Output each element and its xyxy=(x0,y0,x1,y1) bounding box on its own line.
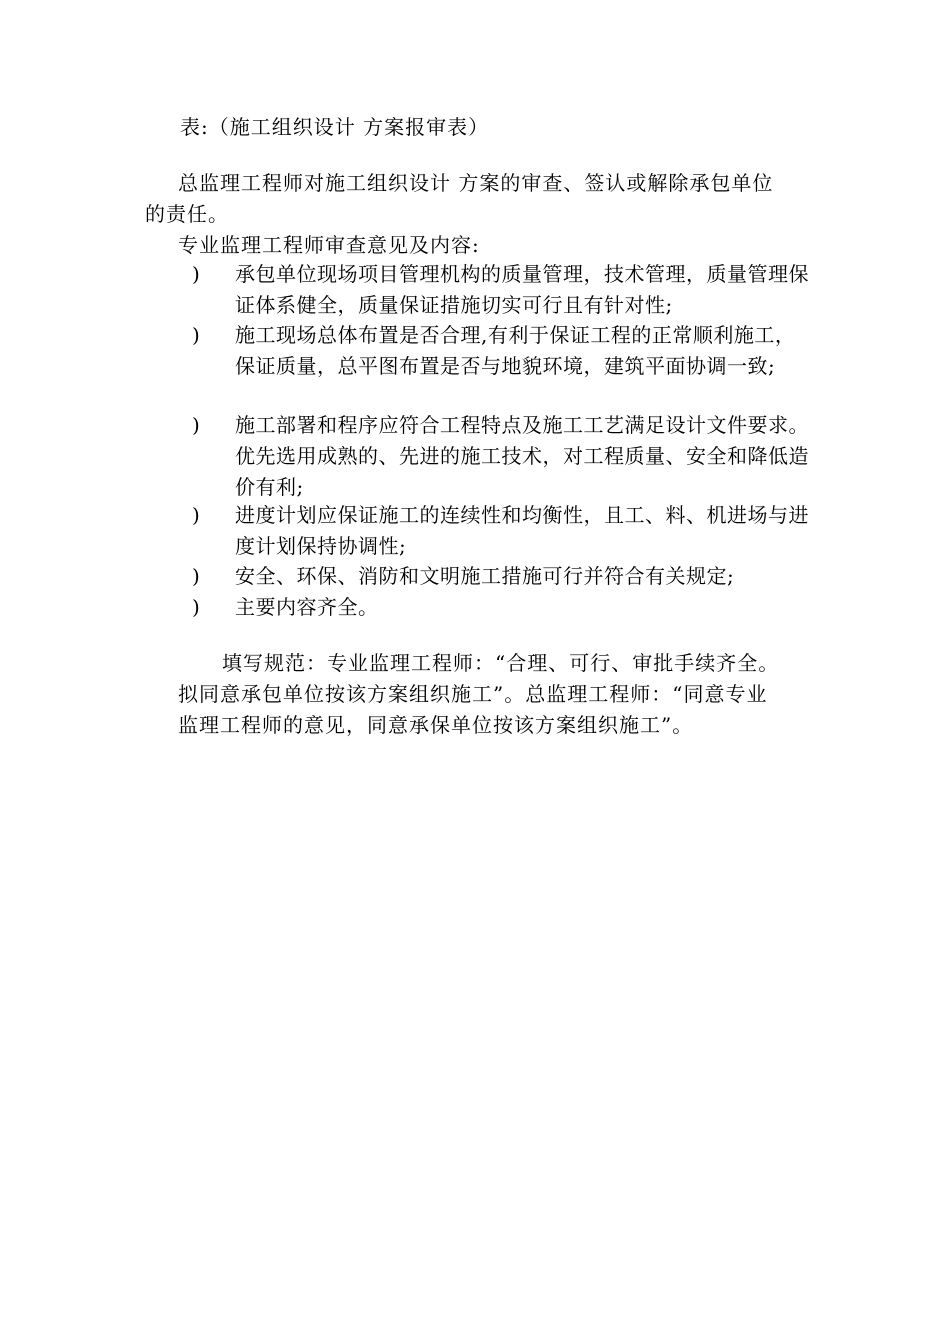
list-item-marker: ) xyxy=(192,413,200,437)
responsibility-line-1: 总监理工程师对施工组织设计 方案的审查、签认或解除承包单位 xyxy=(178,171,774,195)
list-item: 安全、环保、消防和文明施工措施可行并符合有关规定; xyxy=(235,564,735,588)
form-title: 表:（施工组织设计 方案报审表） xyxy=(180,115,490,139)
review-heading: 专业监理工程师审查意见及内容: xyxy=(178,233,480,257)
guideline-line-3: 监理工程师的意见，同意承保单位按该方案组织施工”。 xyxy=(178,713,694,737)
list-item: 承包单位现场项目管理机构的质量管理，技术管理，质量管理保证体系健全，质量保证措施切实可行且有针对性; xyxy=(235,262,809,317)
guideline-line-1: 填写规范：专业监理工程师：“合理、可行、审批手续齐全。 xyxy=(222,651,780,675)
list-item-marker: ) xyxy=(192,564,200,588)
list-item: 施工部署和程序应符合工程特点及施工工艺满足设计文件要求。优先选用成熟的、先进的施工技术，对工程质量、安全和降低造价有利; xyxy=(235,413,809,499)
list-item-marker: ) xyxy=(192,503,200,527)
list-item: 施工现场总体布置是否合理,有利于保证工程的正常顺利施工，保证质量，总平图布置是否与地貌环境，建筑平面协调一致; xyxy=(235,323,796,378)
guideline-line-2: 拟同意承包单位按该方案组织施工”。总监理工程师：“同意专业 xyxy=(178,682,768,706)
list-item-marker: ) xyxy=(192,595,200,619)
list-item: 进度计划应保证施工的连续性和均衡性，且工、料、机进场与进度计划保持协调性; xyxy=(235,503,809,558)
responsibility-line-2: 的责任。 xyxy=(145,202,229,226)
list-item: 主要内容齐全。 xyxy=(235,595,379,619)
list-item-marker: ) xyxy=(192,323,200,347)
list-item-marker: ) xyxy=(192,262,200,286)
